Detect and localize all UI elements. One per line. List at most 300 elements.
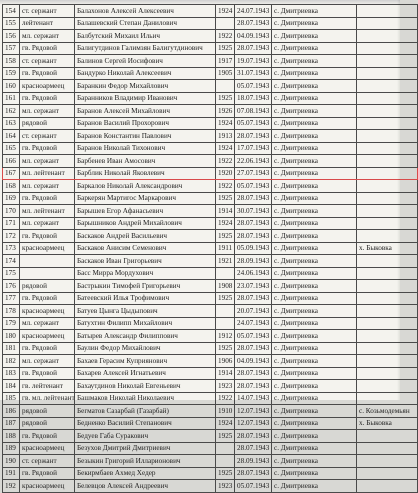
note-cell <box>357 92 418 105</box>
death-date-cell: 22.06.1943 <box>235 155 272 168</box>
table-row <box>3 5 418 18</box>
name-cell: Бахаев Герасим Куприянович <box>75 355 216 368</box>
death-date-cell: 17.07.1943 <box>235 142 272 155</box>
death-date-cell: 05.07.1943 <box>235 180 272 193</box>
rank-cell <box>20 255 75 268</box>
note-cell <box>357 255 418 268</box>
table-row <box>3 105 418 118</box>
row-number: 174 <box>3 255 20 268</box>
table-row <box>3 55 418 68</box>
death-date-cell: 28.07.1943 <box>235 442 272 455</box>
table-row <box>3 417 418 430</box>
row-number: 160 <box>3 80 20 93</box>
burial-place-cell: с. Дмитриевка <box>272 17 357 30</box>
name-cell: Барблик Николай Яковлевич <box>75 167 216 180</box>
birth-year-cell: 1925 <box>216 230 235 243</box>
name-cell: Безыкин Григорий Илларионович <box>75 455 216 468</box>
note-cell <box>357 142 418 155</box>
table-row <box>3 242 418 255</box>
note-cell <box>357 292 418 305</box>
rank-cell: мл. сержант <box>20 180 75 193</box>
note-cell <box>357 205 418 218</box>
birth-year-cell: 1911 <box>216 242 235 255</box>
table-row <box>3 430 418 443</box>
rank-cell: гв. Рядовой <box>20 467 75 480</box>
row-number: 159 <box>3 67 20 80</box>
row-number: 171 <box>3 217 20 230</box>
birth-year-cell: 1924 <box>216 217 235 230</box>
birth-year-cell: 1925 <box>216 192 235 205</box>
row-number: 166 <box>3 155 20 168</box>
death-date-cell: 28.07.1943 <box>235 130 272 143</box>
burial-place-cell: с. Дмитриевка <box>272 92 357 105</box>
row-number: 189 <box>3 442 20 455</box>
birth-year-cell <box>216 80 235 93</box>
rank-cell: рядовой <box>20 280 75 293</box>
register-table <box>2 4 418 493</box>
note-cell <box>357 342 418 355</box>
row-number: 180 <box>3 330 20 343</box>
name-cell: Барышников Андрей Михайлович <box>75 217 216 230</box>
note-cell: х. Быковка <box>357 242 418 255</box>
rank-cell: рядовой <box>20 417 75 430</box>
burial-place-cell: с. Дмитриевка <box>272 42 357 55</box>
rank-cell: красноармеец <box>20 80 75 93</box>
name-cell: Балигутдинов Галимзян Балигутдинович <box>75 42 216 55</box>
death-date-cell: 28.09.1943 <box>235 455 272 468</box>
name-cell: Бедуев Габа Суракович <box>75 430 216 443</box>
burial-place-cell: с. Дмитриевка <box>272 167 357 180</box>
birth-year-cell: 1922 <box>216 155 235 168</box>
rank-cell: гв. Рядовой <box>20 192 75 205</box>
table-row <box>3 67 418 80</box>
name-cell: Бастрыкин Тимофей Григорьевич <box>75 280 216 293</box>
name-cell: Баулин Федор Михайлович <box>75 342 216 355</box>
birth-year-cell: 1906 <box>216 355 235 368</box>
table-row <box>3 330 418 343</box>
note-cell <box>357 55 418 68</box>
burial-place-cell: с. Дмитриевка <box>272 330 357 343</box>
table-row <box>3 80 418 93</box>
table-row <box>3 380 418 393</box>
burial-place-cell: с. Дмитриевка <box>272 430 357 443</box>
death-date-cell: 24.07.1943 <box>235 5 272 18</box>
note-cell <box>357 330 418 343</box>
death-date-cell: 27.07.1943 <box>235 167 272 180</box>
note-cell <box>357 80 418 93</box>
death-date-cell: 14.07.1943 <box>235 392 272 405</box>
burial-place-cell: с. Дмитриевка <box>272 130 357 143</box>
birth-year-cell: 1913 <box>216 130 235 143</box>
death-date-cell: 07.08.1943 <box>235 105 272 118</box>
name-cell: Баскаков Анисим Семенович <box>75 242 216 255</box>
name-cell: Балбутский Михаил Ильич <box>75 30 216 43</box>
row-number: 184 <box>3 380 20 393</box>
name-cell: Балинов Сергей Иосифович <box>75 55 216 68</box>
death-date-cell: 04.09.1943 <box>235 30 272 43</box>
row-number: 154 <box>3 5 20 18</box>
table-row <box>3 405 418 418</box>
rank-cell: гв. Рядовой <box>20 367 75 380</box>
rank-cell: ст. сержант <box>20 55 75 68</box>
rank-cell: гв. Рядовой <box>20 430 75 443</box>
birth-year-cell: 1925 <box>216 42 235 55</box>
birth-year-cell: 1912 <box>216 330 235 343</box>
rank-cell <box>20 267 75 280</box>
rank-cell: рядовой <box>20 117 75 130</box>
note-cell <box>357 130 418 143</box>
row-number: 179 <box>3 317 20 330</box>
burial-place-cell: с. Дмитриевка <box>272 380 357 393</box>
birth-year-cell: 1925 <box>216 92 235 105</box>
table-row <box>3 342 418 355</box>
birth-year-cell <box>216 305 235 318</box>
death-date-cell: 18.07.1943 <box>235 92 272 105</box>
row-number: 192 <box>3 480 20 493</box>
name-cell: Баркалов Николай Александрович <box>75 180 216 193</box>
row-number: 170 <box>3 205 20 218</box>
birth-year-cell: 1922 <box>216 392 235 405</box>
table-row <box>3 230 418 243</box>
rank-cell: мл. сержант <box>20 317 75 330</box>
burial-place-cell: с. Дмитриевка <box>272 180 357 193</box>
table-row <box>3 42 418 55</box>
burial-place-cell: с. Дмитриевка <box>272 155 357 168</box>
name-cell: Баранов Алексей Михайлович <box>75 105 216 118</box>
note-cell <box>357 67 418 80</box>
birth-year-cell: 1924 <box>216 142 235 155</box>
death-date-cell: 04.09.1943 <box>235 355 272 368</box>
death-date-cell: 05.07.1943 <box>235 117 272 130</box>
note-cell <box>357 105 418 118</box>
death-date-cell: 05.07.1943 <box>235 80 272 93</box>
note-cell <box>357 117 418 130</box>
burial-place-cell: с. Дмитриевка <box>272 142 357 155</box>
table-row <box>3 280 418 293</box>
burial-place-cell: с. Дмитриевка <box>272 442 357 455</box>
table-row <box>3 392 418 405</box>
table-row <box>3 480 418 493</box>
name-cell: Батухтин Филипп Михайлович <box>75 317 216 330</box>
burial-place-cell: с. Дмитриевка <box>272 242 357 255</box>
note-cell <box>357 442 418 455</box>
birth-year-cell: 1905 <box>216 67 235 80</box>
note-cell <box>357 267 418 280</box>
birth-year-cell: 1924 <box>216 5 235 18</box>
row-number: 157 <box>3 42 20 55</box>
table-row <box>3 92 418 105</box>
name-cell: Барышев Егор Афанасьевич <box>75 205 216 218</box>
burial-place-cell: с. Дмитриевка <box>272 280 357 293</box>
row-number: 187 <box>3 417 20 430</box>
table-row <box>3 167 418 180</box>
burial-place-cell: с. Дмитриевка <box>272 55 357 68</box>
death-date-cell: 23.07.1943 <box>235 280 272 293</box>
row-number: 191 <box>3 467 20 480</box>
name-cell: Бегматов Сазарбай (Газарбай) <box>75 405 216 418</box>
name-cell: Барбенев Иван Амосович <box>75 155 216 168</box>
birth-year-cell: 1925 <box>216 292 235 305</box>
birth-year-cell: 1923 <box>216 380 235 393</box>
burial-place-cell: с. Дмитриевка <box>272 467 357 480</box>
note-cell <box>357 192 418 205</box>
note-cell <box>357 367 418 380</box>
name-cell: Балахонов Алексей Алексеевич <box>75 5 216 18</box>
death-date-cell: 28.09.1943 <box>235 255 272 268</box>
death-date-cell: 20.07.1943 <box>235 305 272 318</box>
row-number: 175 <box>3 267 20 280</box>
note-cell <box>357 5 418 18</box>
note-cell <box>357 380 418 393</box>
rank-cell: ст. сержант <box>20 455 75 468</box>
rank-cell: красноармеец <box>20 330 75 343</box>
note-cell <box>357 317 418 330</box>
birth-year-cell: 1924 <box>216 417 235 430</box>
death-date-cell: 28.07.1943 <box>235 367 272 380</box>
burial-place-cell: с. Дмитриевка <box>272 5 357 18</box>
birth-year-cell: 1925 <box>216 342 235 355</box>
table-row <box>3 117 418 130</box>
row-number: 161 <box>3 92 20 105</box>
birth-year-cell <box>216 455 235 468</box>
name-cell: Башмаков Николай Николаевич <box>75 392 216 405</box>
note-cell <box>357 30 418 43</box>
death-date-cell: 05.09.1943 <box>235 242 272 255</box>
row-number: 163 <box>3 117 20 130</box>
table-row <box>3 130 418 143</box>
rank-cell: гв. Рядовой <box>20 292 75 305</box>
rank-cell: мл. лейтенант <box>20 205 75 218</box>
row-number: 178 <box>3 305 20 318</box>
name-cell: Балашевский Степан Данилович <box>75 17 216 30</box>
note-cell: с. Козьмодемьян <box>357 405 418 418</box>
row-number: 158 <box>3 55 20 68</box>
note-cell <box>357 480 418 493</box>
rank-cell: гв. Рядовой <box>20 342 75 355</box>
death-date-cell: 28.07.1943 <box>235 230 272 243</box>
row-number: 165 <box>3 142 20 155</box>
name-cell: Баранников Владимир Иванович <box>75 92 216 105</box>
table-row <box>3 205 418 218</box>
name-cell: Бекирмбаев Ахмед Хедер <box>75 467 216 480</box>
name-cell: Баркерян Мартиrос Маркарович <box>75 192 216 205</box>
row-number: 164 <box>3 130 20 143</box>
note-cell <box>357 167 418 180</box>
table-row <box>3 442 418 455</box>
birth-year-cell <box>216 267 235 280</box>
name-cell: Баранкин Федор Михайлович <box>75 80 216 93</box>
name-cell: Баранов Константин Павлович <box>75 130 216 143</box>
birth-year-cell: 1925 <box>216 430 235 443</box>
death-date-cell: 12.07.1943 <box>235 417 272 430</box>
burial-place-cell: с. Дмитриевка <box>272 342 357 355</box>
rank-cell: ст. сержант <box>20 130 75 143</box>
burial-place-cell: с. Дмитриевка <box>272 117 357 130</box>
note-cell <box>357 467 418 480</box>
death-date-cell: 28.07.1943 <box>235 342 272 355</box>
table-row <box>3 155 418 168</box>
name-cell: Бандурко Николай Алексеевич <box>75 67 216 80</box>
table-row <box>3 255 418 268</box>
burial-place-cell: с. Дмитриевка <box>272 230 357 243</box>
table-row <box>3 367 418 380</box>
death-date-cell: 12.07.1943 <box>235 405 272 418</box>
birth-year-cell: 1922 <box>216 30 235 43</box>
note-cell <box>357 230 418 243</box>
death-date-cell: 28.07.1943 <box>235 17 272 30</box>
table-row <box>3 467 418 480</box>
row-number: 168 <box>3 180 20 193</box>
death-date-cell: 28.07.1943 <box>235 292 272 305</box>
birth-year-cell: 1917 <box>216 55 235 68</box>
burial-place-cell: с. Дмитриевка <box>272 367 357 380</box>
death-date-cell: 24.07.1943 <box>235 317 272 330</box>
name-cell: Белевцов Алексей Андреевич <box>75 480 216 493</box>
row-number: 162 <box>3 105 20 118</box>
name-cell: Батуев Цынга Цыдыпович <box>75 305 216 318</box>
row-number: 155 <box>3 17 20 30</box>
name-cell: Баранов Николай Тихонович <box>75 142 216 155</box>
note-cell <box>357 155 418 168</box>
row-number: 167 <box>3 167 20 180</box>
burial-place-cell: с. Дмитриевка <box>272 192 357 205</box>
birth-year-cell: 1908 <box>216 280 235 293</box>
burial-place-cell: с. Дмитриевка <box>272 455 357 468</box>
death-date-cell: 28.07.1943 <box>235 192 272 205</box>
death-date-cell: 19.07.1943 <box>235 55 272 68</box>
rank-cell: гв. лейтенант <box>20 380 75 393</box>
rank-cell: гв. Рядовой <box>20 142 75 155</box>
name-cell: Бедненко Василий Степанович <box>75 417 216 430</box>
table-row <box>3 455 418 468</box>
rank-cell: красноармеец <box>20 480 75 493</box>
death-date-cell: 28.07.1943 <box>235 42 272 55</box>
rank-cell: мл. лейтенант <box>20 167 75 180</box>
name-cell: Баранов Василий Прохорович <box>75 117 216 130</box>
rank-cell: ст. сержант <box>20 5 75 18</box>
note-cell: х. Быковка <box>357 417 418 430</box>
rank-cell: мл. сержант <box>20 217 75 230</box>
burial-place-cell: с. Дмитриевка <box>272 317 357 330</box>
rank-cell: гв. Рядовой <box>20 230 75 243</box>
death-date-cell: 05.07.1943 <box>235 480 272 493</box>
row-number: 185 <box>3 392 20 405</box>
death-date-cell: 28.07.1943 <box>235 380 272 393</box>
birth-year-cell: 1922 <box>216 180 235 193</box>
death-date-cell: 28.07.1943 <box>235 467 272 480</box>
rank-cell: мл. сержант <box>20 155 75 168</box>
name-cell: Бахарев Алексей Игнатьевич <box>75 367 216 380</box>
rank-cell: рядовой <box>20 405 75 418</box>
death-date-cell: 28.07.1943 <box>235 430 272 443</box>
birth-year-cell <box>216 317 235 330</box>
table-row <box>3 30 418 43</box>
birth-year-cell: 1923 <box>216 480 235 493</box>
name-cell: Батеевский Илья Трофимович <box>75 292 216 305</box>
rank-cell: красноармеец <box>20 442 75 455</box>
death-date-cell: 28.07.1943 <box>235 217 272 230</box>
burial-place-cell: с. Дмитриевка <box>272 267 357 280</box>
note-cell <box>357 430 418 443</box>
burial-place-cell: с. Дмитриевка <box>272 30 357 43</box>
burial-place-cell: с. Дмитриевка <box>272 305 357 318</box>
note-cell <box>357 392 418 405</box>
burial-place-cell: с. Дмитриевка <box>272 405 357 418</box>
register-rows <box>3 5 418 493</box>
note-cell <box>357 455 418 468</box>
burial-place-cell: с. Дмитриевка <box>272 105 357 118</box>
row-number: 186 <box>3 405 20 418</box>
row-number: 188 <box>3 430 20 443</box>
burial-place-cell: с. Дмитриевка <box>272 392 357 405</box>
name-cell: Баскаков Иван Григорьевич <box>75 255 216 268</box>
burial-place-cell: с. Дмитриевка <box>272 417 357 430</box>
row-number: 169 <box>3 192 20 205</box>
row-number: 156 <box>3 30 20 43</box>
burial-place-cell: с. Дмитриевка <box>272 480 357 493</box>
burial-place-cell: с. Дмитриевка <box>272 217 357 230</box>
birth-year-cell <box>216 442 235 455</box>
rank-cell: гв. Рядовой <box>20 67 75 80</box>
table-row <box>3 17 418 30</box>
row-number: 190 <box>3 455 20 468</box>
row-number: 173 <box>3 242 20 255</box>
table-row <box>3 180 418 193</box>
burial-place-cell: с. Дмитриевка <box>272 355 357 368</box>
burial-place-cell: с. Дмитриевка <box>272 255 357 268</box>
note-cell <box>357 17 418 30</box>
row-number: 183 <box>3 367 20 380</box>
note-cell <box>357 42 418 55</box>
table-row <box>3 192 418 205</box>
birth-year-cell <box>216 17 235 30</box>
table-row <box>3 317 418 330</box>
name-cell: Бахаутдинов Николай Евгеньевич <box>75 380 216 393</box>
death-date-cell: 31.07.1943 <box>235 67 272 80</box>
note-cell <box>357 305 418 318</box>
rank-cell: гв. Рядовой <box>20 42 75 55</box>
birth-year-cell: 1910 <box>216 405 235 418</box>
rank-cell: красноармеец <box>20 305 75 318</box>
table-row <box>3 305 418 318</box>
note-cell <box>357 180 418 193</box>
row-number: 177 <box>3 292 20 305</box>
table-row <box>3 292 418 305</box>
birth-year-cell: 1921 <box>216 255 235 268</box>
row-number: 182 <box>3 355 20 368</box>
burial-place-cell: с. Дмитриевка <box>272 292 357 305</box>
row-number: 181 <box>3 342 20 355</box>
table-row <box>3 267 418 280</box>
note-cell <box>357 355 418 368</box>
burial-place-cell: с. Дмитриевка <box>272 80 357 93</box>
name-cell: Басс Мирра Мордухович <box>75 267 216 280</box>
death-date-cell: 05.07.1943 <box>235 330 272 343</box>
note-cell <box>357 280 418 293</box>
death-date-cell: 24.06.1943 <box>235 267 272 280</box>
burial-place-cell: с. Дмитриевка <box>272 67 357 80</box>
rank-cell: лейтенант <box>20 17 75 30</box>
name-cell: Баскаков Андрей Васильевич <box>75 230 216 243</box>
note-cell <box>357 217 418 230</box>
birth-year-cell: 1925 <box>216 467 235 480</box>
rank-cell: мл. сержант <box>20 355 75 368</box>
table-row <box>3 142 418 155</box>
birth-year-cell: 1914 <box>216 205 235 218</box>
burial-place-cell: с. Дмитриевка <box>272 205 357 218</box>
rank-cell: красноармеец <box>20 242 75 255</box>
rank-cell: гв. мл. лейтенант <box>20 392 75 405</box>
